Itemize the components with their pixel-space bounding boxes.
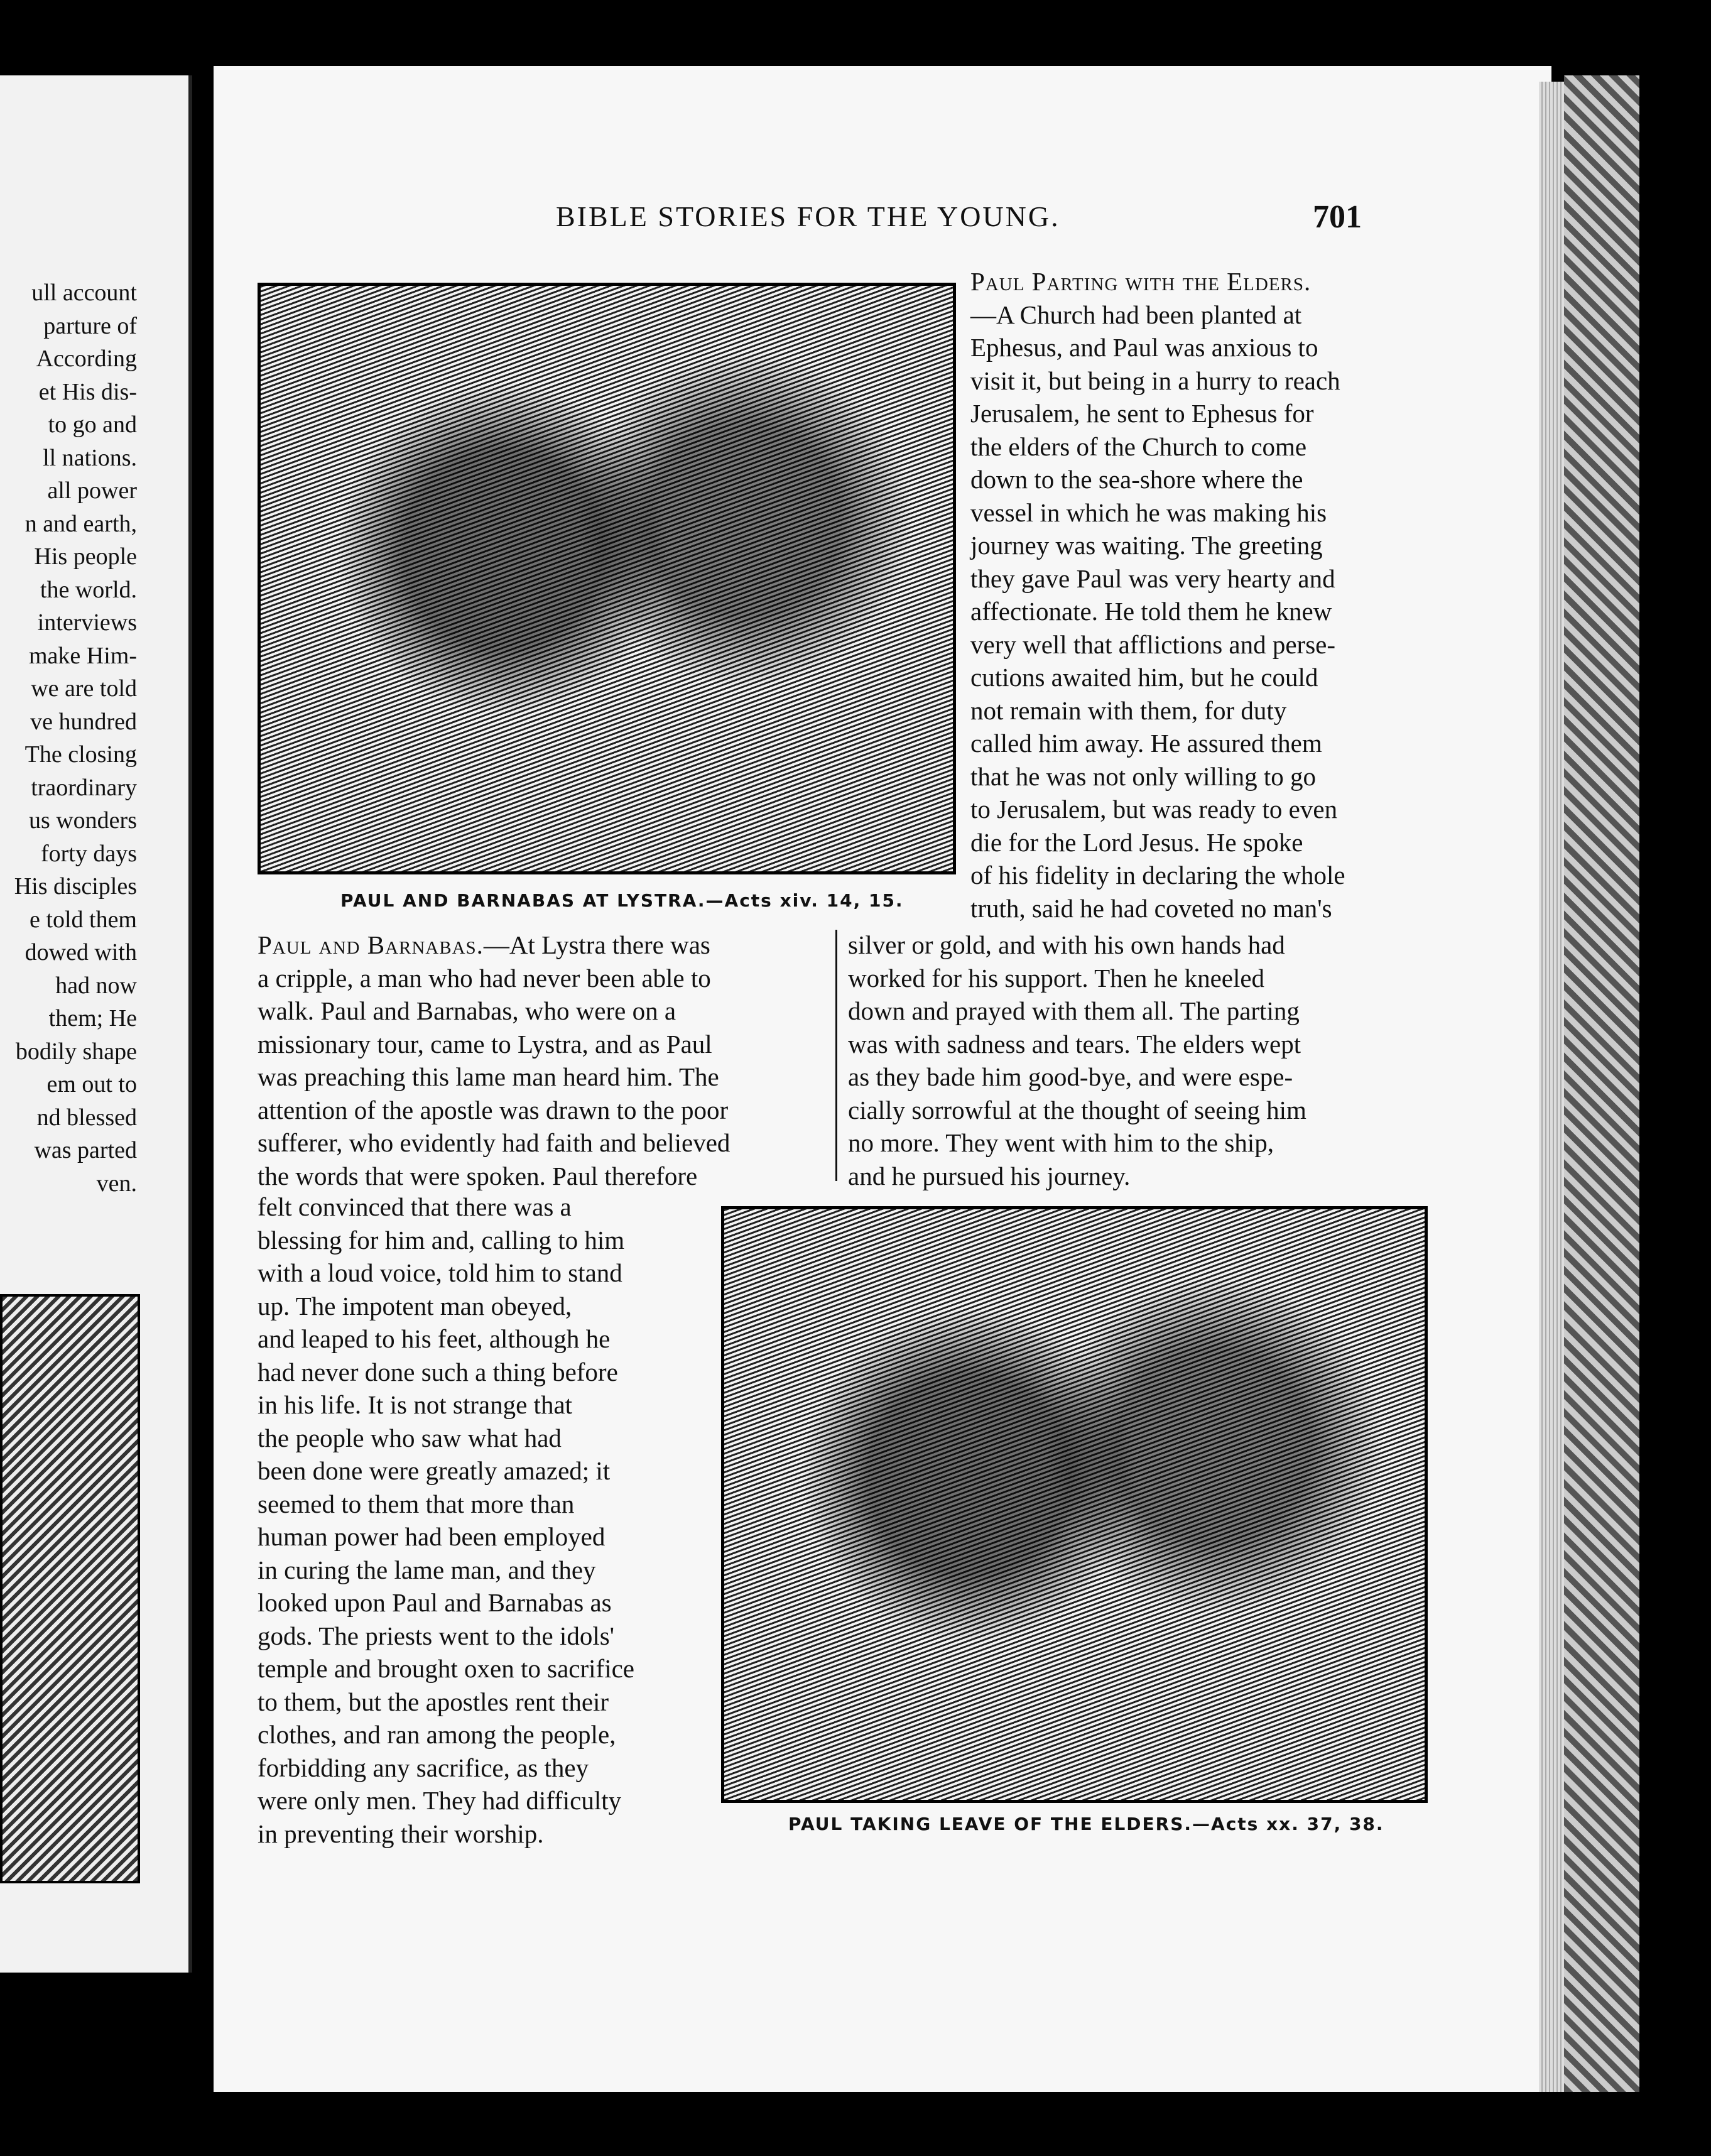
text-line: and he pursued his journey.	[848, 1161, 1131, 1190]
text-line: in preventing their worship.	[258, 1819, 544, 1848]
text-line: His disciples	[14, 873, 137, 900]
text-line: nd blessed	[36, 1104, 137, 1131]
text-line: cutions awaited him, but he could	[970, 663, 1318, 692]
text-line: interviews	[37, 609, 137, 636]
facing-page	[0, 75, 192, 1973]
text-line: ll nations.	[43, 444, 137, 471]
figure-caption: PAUL AND BARNABAS AT LYSTRA.—Acts xiv. 14, 15.	[340, 890, 904, 911]
text-line: the people who saw what had	[258, 1423, 562, 1452]
text-line: silver or gold, and with his own hands had	[848, 930, 1285, 959]
text-line: been done were greatly amazed; it	[258, 1456, 611, 1485]
text-line: that he was not only willing to go	[970, 761, 1317, 791]
text-line: —A Church had been planted at	[970, 300, 1302, 329]
facing-page-text	[5, 276, 137, 1200]
text-line: in his life. It is not strange that	[258, 1390, 573, 1419]
text-line: was preaching this lame man heard him. The	[258, 1062, 719, 1091]
text-line: they gave Paul was very hearty and	[970, 564, 1335, 593]
text-line: a cripple, a man who had never been able to	[258, 963, 711, 993]
text-line: clothes, and ran among the people,	[258, 1720, 616, 1749]
text-line: truth, said he had coveted no man's	[970, 893, 1332, 923]
text-line: em out to	[46, 1071, 137, 1097]
text-line: looked upon Paul and Barnabas as	[258, 1588, 612, 1617]
text-line: the world.	[40, 576, 137, 603]
text-line: parture of	[43, 312, 137, 339]
text-line: journey was waiting. The greeting	[970, 531, 1323, 560]
section-heading: Paul and Barnabas.	[258, 930, 484, 959]
text-line: n and earth,	[24, 510, 137, 537]
text-line: bodily shape	[15, 1038, 137, 1065]
text-line: down and prayed with them all. The parting	[848, 996, 1300, 1025]
text-line: the words that were spoken. Paul therefore	[258, 1161, 698, 1190]
text-line: with a loud voice, told him to stand	[258, 1258, 622, 1287]
text-line: attention of the apostle was drawn to the poor	[258, 1095, 729, 1124]
text-line: down to the sea-shore where the	[970, 465, 1303, 494]
text-line: die for the Lord Jesus. He spoke	[970, 827, 1303, 857]
text-line: dowed with	[24, 939, 137, 966]
text-fragment: —At Lystra there was	[483, 930, 710, 959]
text-line: them; He	[48, 1005, 137, 1032]
right-column-continued	[848, 928, 1410, 1192]
text-line: gods. The priests went to the idols'	[258, 1621, 615, 1650]
column-divider	[835, 930, 837, 1181]
text-line: forty days	[40, 840, 137, 867]
text-line: temple and brought oxen to sacrifice	[258, 1654, 634, 1683]
text-line: make Him-	[28, 642, 137, 669]
text-line: et His dis-	[38, 378, 137, 405]
text-line: affectionate. He told them he knew	[970, 597, 1332, 626]
facing-page-illustration	[0, 1294, 140, 1883]
decorative-border	[1564, 75, 1639, 2092]
text-line: were only men. They had difficulty	[258, 1786, 622, 1815]
text-line: sufferer, who evidently had faith and believed	[258, 1128, 731, 1157]
text-line: The closing	[24, 741, 137, 768]
text-line: was with sadness and tears. The elders wept	[848, 1029, 1301, 1059]
text-line: to Jerusalem, but was ready to even	[970, 795, 1338, 824]
text-line: ven.	[96, 1170, 137, 1197]
text-line: to go and	[48, 411, 137, 438]
text-line: felt convinced that there was a	[258, 1192, 572, 1221]
text-line: e told them	[30, 906, 137, 933]
text-line: called him away. He assured them	[970, 729, 1322, 758]
text-line: walk. Paul and Barnabas, who were on a	[258, 996, 676, 1025]
text-line: we are told	[31, 675, 137, 702]
illustration-paul-leaving-elders	[721, 1206, 1428, 1803]
left-column-continued	[258, 1190, 703, 1850]
text-line: the elders of the Church to come	[970, 432, 1307, 461]
text-line: human power had been employed	[258, 1522, 606, 1551]
text-line: ull account	[31, 280, 137, 306]
text-line: very well that afflictions and perse-	[970, 629, 1336, 659]
text-line: visit it, but being in a hurry to reach	[970, 366, 1340, 395]
text-line	[258, 928, 826, 962]
section-heading: Paul Parting with the Elders.	[970, 267, 1312, 296]
text-line: had now	[55, 972, 137, 999]
running-title: BIBLE STORIES FOR THE YOUNG.	[556, 200, 1060, 232]
right-column-text	[970, 265, 1404, 925]
text-line: His people	[34, 543, 137, 570]
text-line: all power	[47, 477, 137, 504]
text-line: as they bade him good-bye, and were espe-	[848, 1062, 1293, 1091]
text-line: was parted	[34, 1137, 137, 1163]
text-line: missionary tour, came to Lystra, and as Paul	[258, 1029, 712, 1059]
text-line: Jerusalem, he sent to Ephesus for	[970, 399, 1314, 428]
text-line: to them, but the apostles rent their	[258, 1687, 609, 1716]
text-line: no more. They went with him to the ship,	[848, 1128, 1274, 1157]
text-line: According	[36, 346, 137, 372]
text-line: ve hundred	[30, 708, 137, 735]
text-line: seemed to them that more than	[258, 1489, 575, 1518]
figure-caption: PAUL TAKING LEAVE OF THE ELDERS.—Acts xx. 37, 38.	[788, 1814, 1384, 1834]
text-line: had never done such a thing before	[258, 1357, 618, 1386]
text-line: blessing for him and, calling to him	[258, 1225, 625, 1255]
text-line: us wonders	[28, 807, 137, 834]
text-line: cially sorrowful at the thought of seeing him	[848, 1095, 1306, 1124]
text-line: of his fidelity in declaring the whole	[970, 861, 1345, 890]
text-line: worked for his support. Then he kneeled	[848, 963, 1265, 993]
page-number: 701	[1313, 199, 1362, 235]
text-line: up. The impotent man obeyed,	[258, 1291, 572, 1320]
text-line: in curing the lame man, and they	[258, 1555, 596, 1584]
text-line: forbidding any sacrifice, as they	[258, 1753, 589, 1782]
text-line: traordinary	[31, 774, 137, 801]
left-column-text	[258, 928, 826, 1192]
text-line: vessel in which he was making his	[970, 498, 1327, 527]
text-line: and leaped to his feet, although he	[258, 1324, 611, 1353]
page-edges	[1539, 82, 1564, 2092]
illustration-paul-barnabas-lystra	[258, 283, 956, 874]
text-line: Ephesus, and Paul was anxious to	[970, 333, 1318, 362]
text-line: not remain with them, for duty	[970, 695, 1287, 725]
